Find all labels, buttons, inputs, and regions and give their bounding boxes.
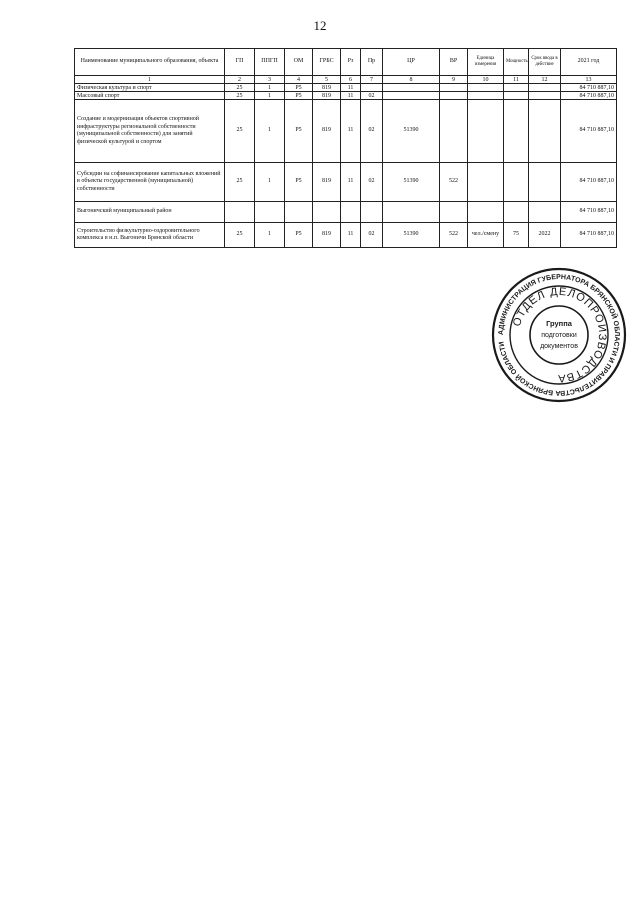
row-rz: 11 (341, 92, 361, 100)
column-number: 7 (361, 76, 383, 84)
header-cs: ЦР (383, 49, 440, 76)
stamp-ring-text: АДМИНИСТРАЦИЯ ГУБЕРНАТОРА БРЯНСКОЙ ОБЛАСТИ И ПРАВИТЕЛЬСТВА БРЯНСКОЙ ОБЛАСТИ (497, 273, 621, 397)
row-pr: 02 (361, 100, 383, 163)
row-term (529, 84, 561, 92)
row-gp: 25 (225, 163, 255, 202)
row-vr (440, 84, 468, 92)
row-amount: 84 710 887,10 (561, 84, 617, 92)
row-name: Строительство физкультурно-оздоровительного комплекса в н.п. Выгоничи Брянской области (75, 223, 225, 248)
row-term (529, 202, 561, 223)
row-grbs: 819 (313, 223, 341, 248)
page-number: 12 (313, 18, 327, 33)
column-number: 12 (529, 76, 561, 84)
row-rz: 11 (341, 163, 361, 202)
row-amount: 84 710 887,10 (561, 92, 617, 100)
header-rz: Рз (341, 49, 361, 76)
row-grbs: 819 (313, 84, 341, 92)
row-grbs: 819 (313, 100, 341, 163)
column-numbers-row (75, 76, 617, 84)
row-term: 2022 (529, 223, 561, 248)
row-rz: 11 (341, 100, 361, 163)
column-number: 3 (255, 76, 285, 84)
header-vr: ВР (440, 49, 468, 76)
row-om: Р5 (285, 223, 313, 248)
column-number: 2 (225, 76, 255, 84)
row-om: Р5 (285, 84, 313, 92)
row-ppgp: 1 (255, 163, 285, 202)
column-number: 8 (383, 76, 440, 84)
row-om: Р5 (285, 92, 313, 100)
row-pr: 02 (361, 92, 383, 100)
official-stamp (490, 266, 628, 404)
table-row (75, 92, 617, 100)
table-row (75, 202, 617, 223)
stamp-center-line2: подготовки (541, 332, 577, 339)
column-number: 13 (561, 76, 617, 84)
row-power (504, 84, 529, 92)
column-number: 11 (504, 76, 529, 84)
header-grbs: ГРБС (313, 49, 341, 76)
column-number: 4 (285, 76, 313, 84)
row-pr (361, 84, 383, 92)
row-om (285, 202, 313, 223)
row-vr: 522 (440, 163, 468, 202)
row-amount: 84 710 887,10 (561, 100, 617, 163)
stamp-arc-text: ОТДЕЛ ДЕЛОПРОИЗВОДСТВА (510, 285, 609, 385)
column-number: 1 (75, 76, 225, 84)
header-year: 2021 год (561, 49, 617, 76)
header-row (75, 49, 617, 76)
table-row (75, 84, 617, 92)
row-gp: 25 (225, 84, 255, 92)
row-power (504, 92, 529, 100)
row-unit (468, 202, 504, 223)
row-amount: 84 710 887,10 (561, 163, 617, 202)
row-ppgp: 1 (255, 100, 285, 163)
row-name: Создание и модернизация объектов спортивной инфраструктуры региональной собственности (муниципальной собственности) для занятий физической культурой и спортом (75, 100, 225, 163)
table-row (75, 223, 617, 248)
row-unit (468, 92, 504, 100)
row-ppgp: 1 (255, 223, 285, 248)
row-name: Выгоничский муниципальный район (75, 202, 225, 223)
row-cs: 51390 (383, 100, 440, 163)
row-om: Р5 (285, 100, 313, 163)
row-amount: 84 710 887,10 (561, 223, 617, 248)
row-unit (468, 100, 504, 163)
row-rz: 11 (341, 84, 361, 92)
row-term (529, 163, 561, 202)
row-cs: 51390 (383, 163, 440, 202)
row-power (504, 202, 529, 223)
row-amount: 84 710 887,10 (561, 202, 617, 223)
row-om: Р5 (285, 163, 313, 202)
budget-table (74, 48, 617, 248)
stamp-center-line3: документов (540, 343, 578, 350)
row-rz (341, 202, 361, 223)
table-row (75, 163, 617, 202)
row-vr: 522 (440, 223, 468, 248)
header-om: ОМ (285, 49, 313, 76)
header-gp: ГП (225, 49, 255, 76)
column-number: 10 (468, 76, 504, 84)
row-term (529, 92, 561, 100)
header-name: Наименование муниципального образования, объекта (75, 49, 225, 76)
row-cs (383, 84, 440, 92)
row-rz: 11 (341, 223, 361, 248)
row-unit (468, 84, 504, 92)
row-power: 75 (504, 223, 529, 248)
row-ppgp: 1 (255, 84, 285, 92)
column-number: 5 (313, 76, 341, 84)
stamp-center-line1: Группа (546, 319, 572, 328)
header-power: Мощность (504, 49, 529, 76)
header-term: Срок ввода в действие (529, 49, 561, 76)
row-ppgp: 1 (255, 92, 285, 100)
row-grbs: 819 (313, 163, 341, 202)
column-number: 9 (440, 76, 468, 84)
row-cs (383, 202, 440, 223)
header-unit: Единица измерения (468, 49, 504, 76)
header-pr: Пр (361, 49, 383, 76)
row-cs (383, 92, 440, 100)
row-gp: 25 (225, 223, 255, 248)
row-pr: 02 (361, 223, 383, 248)
row-grbs: 819 (313, 92, 341, 100)
row-vr (440, 202, 468, 223)
row-unit: чел./смену (468, 223, 504, 248)
row-term (529, 100, 561, 163)
row-power (504, 163, 529, 202)
column-number: 6 (341, 76, 361, 84)
row-vr (440, 100, 468, 163)
row-name: Субсидии на софинансирование капитальных вложений в объекты государственной (муниципальной) собственности (75, 163, 225, 202)
row-power (504, 100, 529, 163)
table-row (75, 100, 617, 163)
row-pr (361, 202, 383, 223)
row-name: Физическая культура и спорт (75, 84, 225, 92)
row-gp: 25 (225, 100, 255, 163)
row-pr: 02 (361, 163, 383, 202)
row-vr (440, 92, 468, 100)
row-gp (225, 202, 255, 223)
row-unit (468, 163, 504, 202)
row-name: Массовый спорт (75, 92, 225, 100)
header-ppgp: ППГП (255, 49, 285, 76)
row-grbs (313, 202, 341, 223)
row-ppgp (255, 202, 285, 223)
row-gp: 25 (225, 92, 255, 100)
row-cs: 51390 (383, 223, 440, 248)
